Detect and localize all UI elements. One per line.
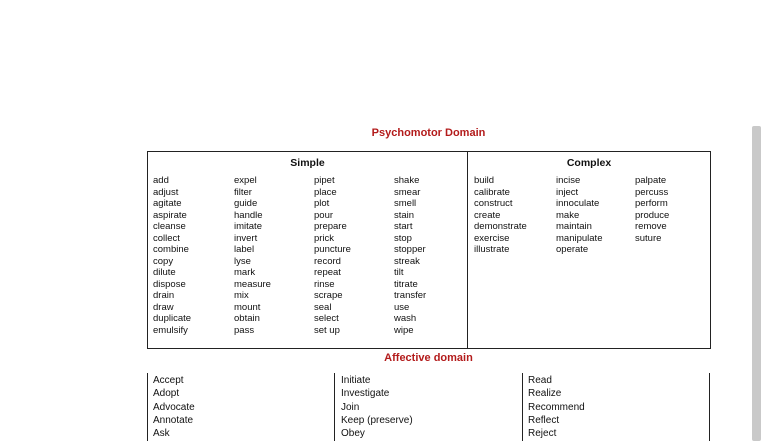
- simple-heading: Simple: [290, 157, 325, 169]
- verb: prepare: [314, 221, 347, 232]
- verb: transfer: [394, 290, 427, 301]
- verb: remove: [635, 221, 667, 232]
- verb: suture: [635, 232, 662, 244]
- verb: duplicate: [153, 313, 192, 324]
- verb: seal: [314, 301, 332, 313]
- verb: collect: [153, 232, 180, 244]
- verb: build: [474, 175, 495, 186]
- table-divider: [467, 152, 468, 348]
- verb: Initiate: [341, 375, 371, 386]
- verb: Accept: [153, 375, 184, 386]
- verb: emulsify: [153, 324, 188, 336]
- verb: illustrate: [474, 244, 510, 255]
- verb: use: [394, 301, 410, 313]
- verb: make: [556, 209, 580, 221]
- verb: record: [314, 255, 341, 267]
- verb: Keep (preserve): [341, 414, 413, 426]
- verb: Join: [341, 401, 360, 413]
- complex-column-3: [635, 175, 669, 244]
- verb: percuss: [635, 186, 669, 198]
- complex-column-1: [474, 175, 527, 256]
- verb: produce: [635, 209, 670, 221]
- verb: draw: [153, 301, 174, 313]
- psychomotor-domain-title: Psychomotor Domain: [371, 127, 486, 139]
- verb: dispose: [153, 278, 186, 290]
- verb: guide: [234, 198, 258, 209]
- simple-column-3: [314, 175, 351, 336]
- verb: Investigate: [341, 388, 390, 400]
- verb: Ask: [153, 428, 170, 440]
- verb: wash: [394, 313, 417, 324]
- verb: puncture: [314, 244, 351, 255]
- affective-column-3: [528, 374, 585, 440]
- verb: perform: [635, 198, 668, 209]
- verb: create: [474, 209, 501, 221]
- verb: incise: [556, 175, 581, 186]
- verb: titrate: [394, 278, 418, 290]
- affective-border-left: [147, 373, 148, 441]
- verb: measure: [234, 278, 271, 290]
- verb: plot: [314, 198, 330, 209]
- verb: mount: [234, 301, 261, 313]
- psychomotor-table: [147, 151, 711, 349]
- verb: manipulate: [556, 232, 603, 244]
- affective-domain-title: Affective domain: [384, 352, 473, 364]
- verb: inject: [556, 186, 579, 198]
- verb: expel: [234, 175, 257, 186]
- verb: start: [394, 221, 413, 232]
- verb: mark: [234, 267, 256, 278]
- verb: shake: [394, 175, 420, 186]
- verb: Adopt: [153, 388, 180, 400]
- verb: lyse: [234, 255, 251, 267]
- verb: Reject: [528, 428, 557, 440]
- verb: stop: [394, 232, 412, 244]
- verb: Read: [528, 375, 552, 386]
- verb: handle: [234, 209, 263, 221]
- verb: pour: [314, 209, 334, 221]
- verb: exercise: [474, 232, 510, 244]
- verb: cleanse: [153, 221, 186, 232]
- verb: Reflect: [528, 414, 560, 426]
- verb: agitate: [153, 198, 182, 209]
- complex-heading: Complex: [566, 157, 612, 169]
- simple-column-2: [234, 175, 271, 336]
- verb: mix: [234, 290, 249, 301]
- affective-column-1: [153, 374, 195, 440]
- verb: operate: [556, 244, 589, 255]
- verb: Advocate: [153, 401, 195, 413]
- verb: pipet: [314, 175, 335, 186]
- verb: obtain: [234, 313, 260, 324]
- verb: palpate: [635, 175, 667, 186]
- verb: combine: [153, 244, 189, 255]
- verb: prick: [314, 232, 335, 244]
- verb: maintain: [556, 221, 592, 232]
- verb: copy: [153, 255, 174, 267]
- verb: stopper: [394, 244, 426, 255]
- verb: drain: [153, 290, 175, 301]
- verb: wipe: [394, 324, 414, 336]
- verb: smell: [394, 198, 417, 209]
- verb: Obey: [341, 428, 365, 440]
- simple-column-1: [153, 175, 191, 336]
- affective-column-2: [341, 374, 413, 440]
- verb: add: [153, 175, 169, 186]
- verb: rinse: [314, 278, 335, 290]
- verb: tilt: [394, 267, 404, 278]
- verb: filter: [234, 186, 252, 198]
- affective-divider-2: [522, 373, 523, 441]
- verb: pass: [234, 324, 255, 336]
- verb: demonstrate: [474, 221, 527, 232]
- verb: dilute: [153, 267, 176, 278]
- verb: calibrate: [474, 186, 510, 198]
- affective-divider-1: [334, 373, 335, 441]
- simple-column-4: [394, 175, 426, 336]
- verb: innoculate: [556, 198, 600, 209]
- verb: adjust: [153, 186, 179, 198]
- verb: Realize: [528, 388, 562, 400]
- verb: imitate: [234, 221, 262, 232]
- verb: set up: [314, 324, 340, 336]
- affective-border-right: [709, 373, 710, 441]
- verb: smear: [394, 186, 421, 198]
- complex-column-2: [556, 175, 602, 256]
- verb: aspirate: [153, 209, 187, 221]
- verb: stain: [394, 209, 415, 221]
- vertical-scrollbar[interactable]: [752, 126, 761, 441]
- affective-table: [147, 373, 711, 441]
- verb: select: [314, 313, 339, 324]
- verb: repeat: [314, 267, 341, 278]
- verb: scrape: [314, 290, 343, 301]
- verb: invert: [234, 232, 258, 244]
- verb: Recommend: [528, 401, 585, 413]
- verb: label: [234, 244, 255, 255]
- verb: streak: [394, 255, 420, 267]
- verb: place: [314, 186, 337, 198]
- verb: Annotate: [153, 414, 194, 426]
- verb: construct: [474, 198, 513, 209]
